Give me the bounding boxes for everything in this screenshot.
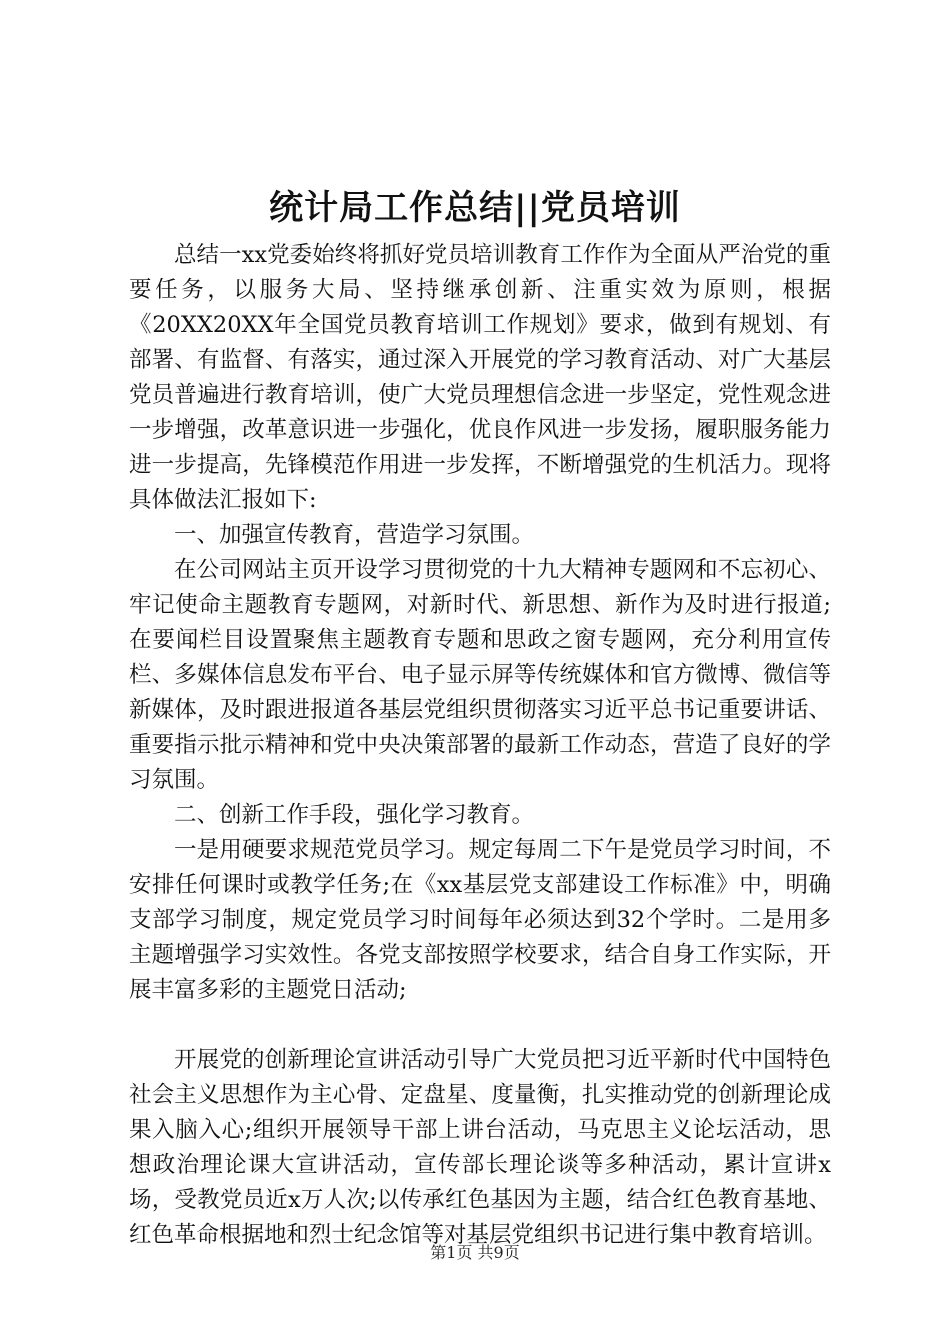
section-heading-1: 一、加强宣传教育，营造学习氛围。 [174,522,535,548]
paragraph-section-2: 一是用硬要求规范党员学习。规定每周二下午是党员学习时间，不安排任何课时或教学任务;在《xx基层党支部建设工作标准》中，明确支部学习制度，规定党员学习时间每年必须达到32个学时。二是用多主题增强学习实效性。各党支部按照学校要求，结合自身工作实际，开展丰富多彩的主题党日活动; [129,837,831,1003]
paragraph-intro: 总结一xx党委始终将抓好党员培训教育工作作为全面从严治党的重要任务，以服务大局、坚持继承创新、注重实效为原则，根据《20XX20XX年全国党员教育培训工作规划》要求，做到有规划、有部署、有监督、有落实，通过深入开展党的学习教育活动、对广大基层党员普遍进行教育培训，使广大党员理想信念进一步坚定，党性观念进一步增强，改革意识进一步强化，优良作风进一步发扬，履职服务能力进一步提高，先锋模范作用进一步发挥，不断增强党的生机活力。现将具体做法汇报如下: [129,242,831,513]
document-body [129,238,831,1253]
page-number-footer: 第1页 共9页 [430,1243,520,1262]
section-heading-2: 二、创新工作手段，强化学习教育。 [174,802,535,828]
document-title: 统计局工作总结||党员培训 [269,188,681,228]
paragraph-section-1: 在公司网站主页开设学习贯彻党的十九大精神专题网和不忘初心、牢记使命主题教育专题网，对新时代、新思想、新作为及时进行报道;在要闻栏目设置聚焦主题教育专题和思政之窗专题网，充分利用宣传栏、多媒体信息发布平台、电子显示屏等传统媒体和官方微博、微信等新媒体，及时跟进报道各基层党组织贯彻落实习近平总书记重要讲话、重要指示批示精神和党中央决策部署的最新工作动态，营造了良好的学习氛围。 [129,557,831,793]
paragraph-section-2-continued: 开展党的创新理论宣讲活动引导广大党员把习近平新时代中国特色社会主义思想作为主心骨、定盘星、度量衡，扎实推动党的创新理论成果入脑入心;组织开展领导干部上讲台活动，马克思主义论坛活动，思想政治理论课大宣讲活动，宣传部长理论谈等多种活动，累计宣讲x场，受教党员近x万人次;以传承红色基因为主题，结合红色教育基地、红色革命根据地和烈士纪念馆等对基层党组织书记进行集中教育培训。 [129,1047,831,1248]
